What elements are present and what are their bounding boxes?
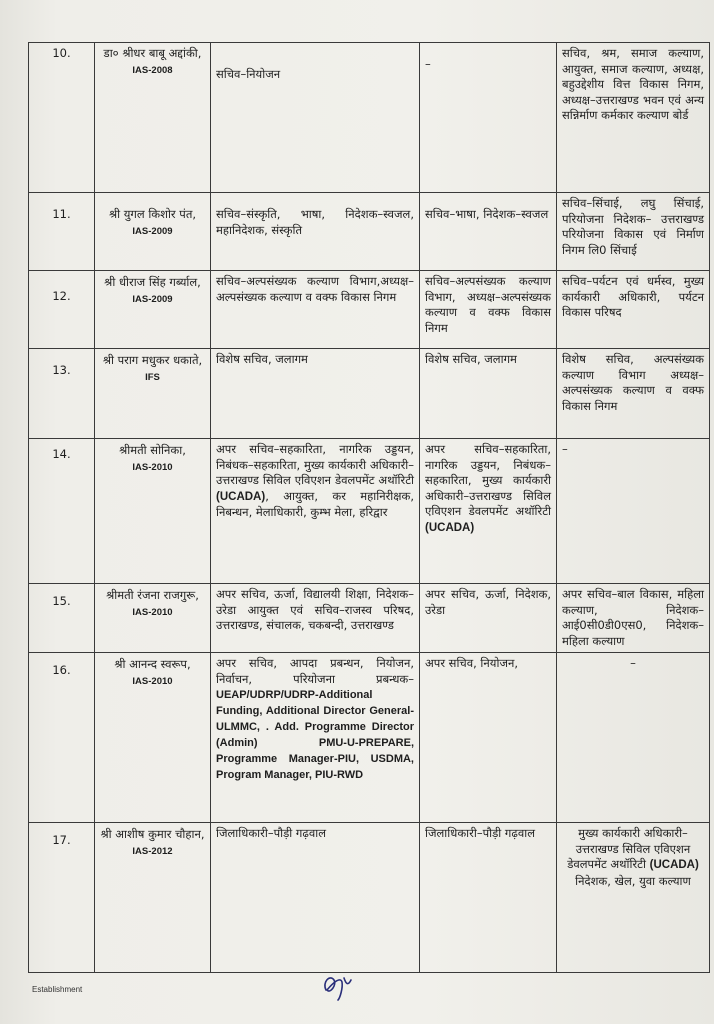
retained-post: अपर सचिव, ऊर्जा, निदेशक, उरेडा [420, 584, 557, 653]
officer-name: श्री आनन्द स्वरूप, [114, 657, 191, 671]
officer-name: श्रीमती रंजना राजगुरू, [106, 588, 199, 602]
officer-name: श्री आशीष कुमार चौहान, [100, 827, 205, 841]
service-batch: IAS-2009 [132, 225, 173, 237]
retained-post: विशेष सचिव, जलागम [420, 349, 557, 439]
current-post: अपर सचिव, ऊर्जा, विद्यालयी शिक्षा, निदेशक–उरेडा आयुक्त एवं सचिव–राजस्व परिषद, उत्तराखण्ड, संचालक, चकबन्दी, उत्तराखण्ड [211, 584, 420, 653]
additional-charge-text-cont: निदेशक, खेल, युवा कल्याण [575, 873, 691, 888]
service-batch: IAS-2012 [132, 845, 173, 857]
current-post: जिलाधिकारी–पौड़ी गढ़वाल [211, 823, 420, 973]
footer-label: Establishment [32, 985, 83, 994]
additional-charge: सचिव–सिंचाई, लघु सिंचाई, परियोजना निदेशक– उत्तराखण्ड परियोजना विकास एवं निर्माण निगम लि0 सिंचाई [557, 193, 710, 271]
ucada-abbr: (UCADA) [425, 521, 475, 534]
serial-number: 14. [29, 439, 95, 584]
retained-post: – [420, 43, 557, 193]
current-post: सचिव–नियोजन [211, 43, 420, 193]
retained-post-text: अपर सचिव–सहकारिता, नागरिक उड्डयन, निबंधक–सहकारिता, मुख्य कार्यकारी अधिकारी–उत्तराखण्ड सिविल एविएशन डेवलपमेंट अथॉरिटी [425, 442, 551, 518]
current-post: सचिव–अल्पसंख्यक कल्याण विभाग,अध्यक्ष–अल्पसंख्यक कल्याण व वक्फ विकास निगम [211, 271, 420, 349]
current-post: विशेष सचिव, जलागम [211, 349, 420, 439]
officer-name-cell [95, 823, 211, 973]
officer-name-cell [95, 193, 211, 271]
officer-transfer-table [28, 42, 710, 973]
officer-name-cell [95, 584, 211, 653]
officer-name: श्री युगल किशोर पंत, [108, 207, 197, 221]
officer-name: डा० श्रीधर बाबू अद्दांकी, [103, 46, 202, 60]
service-batch: IAS-2008 [132, 64, 173, 76]
retained-post [420, 439, 557, 584]
table-row [29, 653, 710, 823]
service-batch: IAS-2010 [132, 675, 173, 687]
additional-charge: सचिव–पर्यटन एवं धर्मस्व, मुख्य कार्यकारी अधिकारी, पर्यटन विकास परिषद [557, 271, 710, 349]
serial-number: 13. [29, 349, 95, 439]
table-row [29, 271, 710, 349]
retained-post: जिलाधिकारी–पौड़ी गढ़वाल [420, 823, 557, 973]
additional-charge: अपर सचिव–बाल विकास, महिला कल्याण, निदेशक–आई0सी0डी0एस0, निदेशक–महिला कल्याण [557, 584, 710, 653]
current-post-latin: UEAP/UDRP/UDRP-Additional Funding, Additional Director General-ULMMC, . Add. Programme Director (Admin) PMU-U-PREPARE, Programme Manager-PIU, USDMA, Program Manager, PIU-RWD [216, 689, 414, 781]
serial-number: 16. [29, 653, 95, 823]
serial-number: 11. [29, 193, 95, 271]
officer-name-cell [95, 439, 211, 584]
additional-charge: – [557, 653, 710, 823]
serial-number: 17. [29, 823, 95, 973]
officer-name: श्री धीराज सिंह गर्ब्याल, [104, 275, 201, 289]
officer-name-cell [95, 653, 211, 823]
officer-name: श्रीमती सोनिका, [119, 443, 186, 457]
table-row [29, 43, 710, 193]
service-batch: IAS-2009 [132, 293, 173, 305]
additional-charge: – [557, 439, 710, 584]
serial-number: 15. [29, 584, 95, 653]
current-post: सचिव–संस्कृति, भाषा, निदेशक–स्वजल, महानिदेशक, संस्कृति [211, 193, 420, 271]
current-post [211, 439, 420, 584]
ucada-abbr: (UCADA) [216, 490, 266, 503]
table-row [29, 584, 710, 653]
signature-mark [318, 968, 358, 1002]
current-post-text: अपर सचिव–सहकारिता, नागरिक उड्डयन, निबंधक–सहकारिता, मुख्य कार्यकारी अधिकारी– उत्तराखण्ड सिविल एविएशन डेवलपमेंट अथॉरिटी [216, 442, 414, 487]
table-row [29, 193, 710, 271]
retained-post: अपर सचिव, नियोजन, [420, 653, 557, 823]
service-batch: IAS-2010 [132, 461, 173, 473]
additional-charge [557, 823, 710, 973]
officer-name-cell [95, 349, 211, 439]
officer-name-cell [95, 43, 211, 193]
retained-post: सचिव–भाषा, निदेशक–स्वजल [420, 193, 557, 271]
table-row [29, 349, 710, 439]
officer-name: श्री पराग मधुकर धकाते, [102, 353, 203, 367]
table-row [29, 823, 710, 973]
current-post-text-cont: , आयुक्त, कर महानिरीक्षक, निबन्धन, मेलाधिकारी, कुम्भ मेला, हरिद्वार [216, 488, 414, 519]
table-row [29, 439, 710, 584]
retained-post: सचिव–अल्पसंख्यक कल्याण विभाग, अध्यक्ष–अल्पसंख्यक कल्याण व वक्फ विकास निगम [420, 271, 557, 349]
service-batch: IFS [145, 371, 160, 383]
additional-charge-text: मुख्य कार्यकारी अधिकारी– उत्तराखण्ड सिविल एविएशन डेवलपमेंट अथॉरिटी [567, 826, 691, 871]
service-batch: IAS-2010 [132, 606, 173, 618]
officer-name-cell [95, 271, 211, 349]
serial-number: 10. [29, 43, 95, 193]
ucada-abbr: (UCADA) [649, 859, 699, 871]
current-post-text: अपर सचिव, आपदा प्रबन्धन, नियोजन, निर्वाचन, परियोजना प्रबन्धक– [216, 656, 414, 686]
additional-charge: विशेष सचिव, अल्पसंख्यक कल्याण विभाग अध्यक्ष–अल्पसंख्यक कल्याण व वक्फ विकास निगम [557, 349, 710, 439]
serial-number: 12. [29, 271, 95, 349]
additional-charge: सचिव, श्रम, समाज कल्याण, आयुक्त, समाज कल्याण, अध्यक्ष, बहुउद्देशीय वित्त विकास निगम, अध्यक्ष–उत्तराखण्ड भवन एवं अन्य सन्निर्माण कर्मकार कल्याण बोर्ड [557, 43, 710, 193]
current-post [211, 653, 420, 823]
